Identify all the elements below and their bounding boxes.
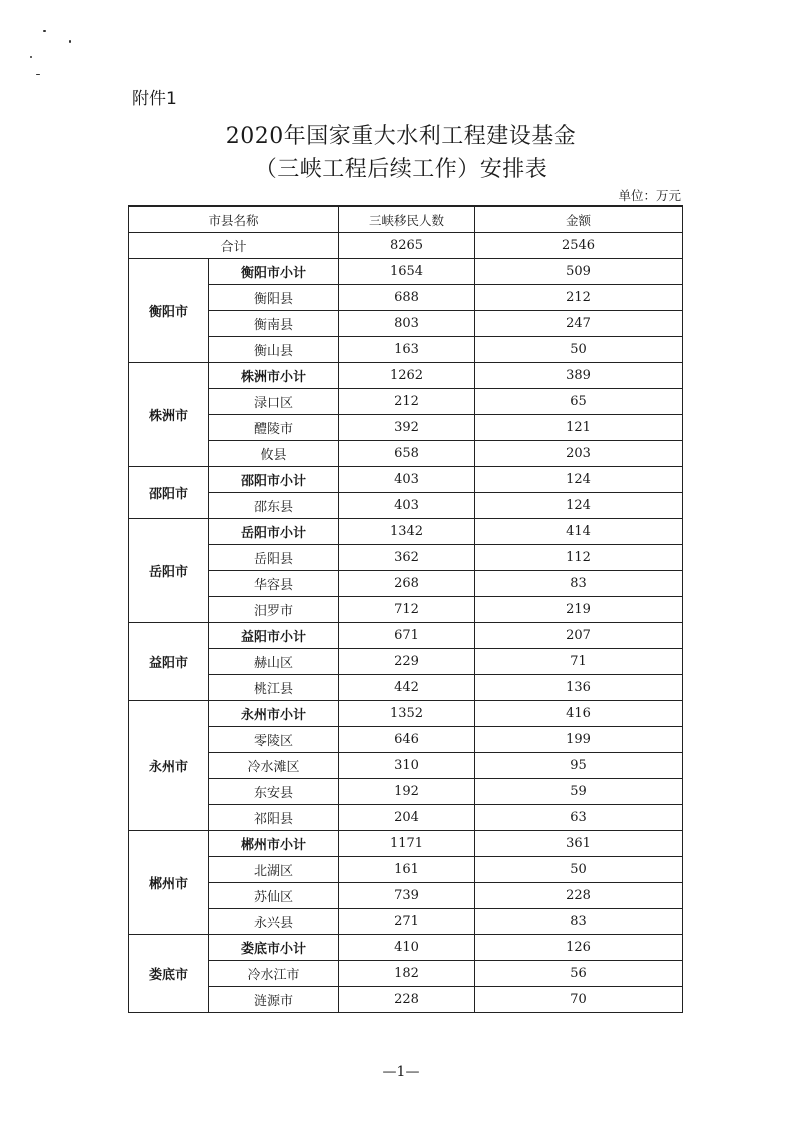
attachment-label: 附件1 bbox=[132, 89, 177, 109]
county-name-cell: 华容县 bbox=[209, 571, 339, 597]
amount-cell: 121 bbox=[475, 415, 683, 441]
county-name-cell: 北湖区 bbox=[209, 857, 339, 883]
county-name-cell: 零陵区 bbox=[209, 727, 339, 753]
subtotal-name-cell: 邵阳市小计 bbox=[209, 467, 339, 493]
city-cell: 永州市 bbox=[129, 701, 209, 831]
amount-cell: 361 bbox=[475, 831, 683, 857]
subtotal-name-cell: 衡阳市小计 bbox=[209, 259, 339, 285]
amount-cell: 124 bbox=[475, 467, 683, 493]
amount-cell: 207 bbox=[475, 623, 683, 649]
amount-cell: 50 bbox=[475, 857, 683, 883]
county-name-cell: 攸县 bbox=[209, 441, 339, 467]
table-row bbox=[129, 623, 683, 649]
amount-cell: 203 bbox=[475, 441, 683, 467]
county-name-cell: 苏仙区 bbox=[209, 883, 339, 909]
total-amount: 2546 bbox=[475, 233, 683, 259]
city-cell: 邵阳市 bbox=[129, 467, 209, 519]
people-cell: 192 bbox=[339, 779, 475, 805]
people-cell: 163 bbox=[339, 337, 475, 363]
total-people: 8265 bbox=[339, 233, 475, 259]
table-row bbox=[129, 311, 683, 337]
people-cell: 229 bbox=[339, 649, 475, 675]
county-name-cell: 祁阳县 bbox=[209, 805, 339, 831]
scan-speck bbox=[43, 30, 46, 32]
table-row bbox=[129, 675, 683, 701]
table-row bbox=[129, 285, 683, 311]
people-cell: 228 bbox=[339, 987, 475, 1013]
amount-cell: 212 bbox=[475, 285, 683, 311]
amount-cell: 126 bbox=[475, 935, 683, 961]
people-cell: 271 bbox=[339, 909, 475, 935]
table-row bbox=[129, 493, 683, 519]
amount-cell: 59 bbox=[475, 779, 683, 805]
table-row bbox=[129, 831, 683, 857]
amount-cell: 199 bbox=[475, 727, 683, 753]
subtotal-name-cell: 娄底市小计 bbox=[209, 935, 339, 961]
county-name-cell: 衡南县 bbox=[209, 311, 339, 337]
amount-cell: 56 bbox=[475, 961, 683, 987]
people-cell: 1352 bbox=[339, 701, 475, 727]
table-row bbox=[129, 805, 683, 831]
table-row bbox=[129, 727, 683, 753]
city-cell: 益阳市 bbox=[129, 623, 209, 701]
table-row bbox=[129, 337, 683, 363]
county-name-cell: 赫山区 bbox=[209, 649, 339, 675]
subtotal-name-cell: 岳阳市小计 bbox=[209, 519, 339, 545]
page-number: —1— bbox=[382, 1064, 420, 1080]
people-cell: 712 bbox=[339, 597, 475, 623]
people-cell: 212 bbox=[339, 389, 475, 415]
header-amount: 金额 bbox=[475, 206, 683, 233]
county-name-cell: 冷水江市 bbox=[209, 961, 339, 987]
amount-cell: 83 bbox=[475, 909, 683, 935]
people-cell: 161 bbox=[339, 857, 475, 883]
people-cell: 671 bbox=[339, 623, 475, 649]
allocation-table-body bbox=[129, 206, 683, 1013]
amount-cell: 389 bbox=[475, 363, 683, 389]
county-name-cell: 衡阳县 bbox=[209, 285, 339, 311]
amount-cell: 50 bbox=[475, 337, 683, 363]
people-cell: 442 bbox=[339, 675, 475, 701]
city-cell: 衡阳市 bbox=[129, 259, 209, 363]
people-cell: 310 bbox=[339, 753, 475, 779]
table-row bbox=[129, 961, 683, 987]
people-cell: 403 bbox=[339, 467, 475, 493]
table-row bbox=[129, 259, 683, 285]
document-title: 2020年国家重大水利工程建设基金 bbox=[225, 124, 577, 149]
table-row bbox=[129, 883, 683, 909]
people-cell: 646 bbox=[339, 727, 475, 753]
table-row bbox=[129, 909, 683, 935]
amount-cell: 247 bbox=[475, 311, 683, 337]
table-row bbox=[129, 363, 683, 389]
county-name-cell: 东安县 bbox=[209, 779, 339, 805]
county-name-cell: 冷水滩区 bbox=[209, 753, 339, 779]
people-cell: 362 bbox=[339, 545, 475, 571]
amount-cell: 136 bbox=[475, 675, 683, 701]
total-label: 合计 bbox=[129, 233, 339, 259]
people-cell: 1342 bbox=[339, 519, 475, 545]
people-cell: 688 bbox=[339, 285, 475, 311]
subtotal-name-cell: 永州市小计 bbox=[209, 701, 339, 727]
county-name-cell: 永兴县 bbox=[209, 909, 339, 935]
county-name-cell: 邵东县 bbox=[209, 493, 339, 519]
scan-speck bbox=[69, 40, 71, 43]
table-row bbox=[129, 597, 683, 623]
people-cell: 392 bbox=[339, 415, 475, 441]
subtotal-name-cell: 株洲市小计 bbox=[209, 363, 339, 389]
county-name-cell: 醴陵市 bbox=[209, 415, 339, 441]
county-name-cell: 桃江县 bbox=[209, 675, 339, 701]
table-row bbox=[129, 545, 683, 571]
amount-cell: 219 bbox=[475, 597, 683, 623]
table-row bbox=[129, 987, 683, 1013]
table-row bbox=[129, 753, 683, 779]
amount-cell: 95 bbox=[475, 753, 683, 779]
table-row bbox=[129, 415, 683, 441]
scan-speck bbox=[36, 74, 40, 75]
county-name-cell: 汨罗市 bbox=[209, 597, 339, 623]
people-cell: 1171 bbox=[339, 831, 475, 857]
amount-cell: 63 bbox=[475, 805, 683, 831]
people-cell: 803 bbox=[339, 311, 475, 337]
table-row bbox=[129, 649, 683, 675]
table-header-row bbox=[129, 206, 683, 233]
amount-cell: 124 bbox=[475, 493, 683, 519]
header-region: 市县名称 bbox=[129, 206, 339, 233]
people-cell: 658 bbox=[339, 441, 475, 467]
amount-cell: 83 bbox=[475, 571, 683, 597]
amount-cell: 112 bbox=[475, 545, 683, 571]
people-cell: 739 bbox=[339, 883, 475, 909]
people-cell: 268 bbox=[339, 571, 475, 597]
county-name-cell: 渌口区 bbox=[209, 389, 339, 415]
unit-label: 单位：万元 bbox=[618, 188, 681, 203]
city-cell: 娄底市 bbox=[129, 935, 209, 1013]
county-name-cell: 衡山县 bbox=[209, 337, 339, 363]
table-row bbox=[129, 441, 683, 467]
amount-cell: 416 bbox=[475, 701, 683, 727]
people-cell: 410 bbox=[339, 935, 475, 961]
people-cell: 182 bbox=[339, 961, 475, 987]
table-row bbox=[129, 779, 683, 805]
people-cell: 1262 bbox=[339, 363, 475, 389]
table-row bbox=[129, 519, 683, 545]
table-row bbox=[129, 389, 683, 415]
amount-cell: 228 bbox=[475, 883, 683, 909]
city-cell: 郴州市 bbox=[129, 831, 209, 935]
people-cell: 204 bbox=[339, 805, 475, 831]
scan-speck bbox=[30, 56, 32, 58]
amount-cell: 70 bbox=[475, 987, 683, 1013]
county-name-cell: 涟源市 bbox=[209, 987, 339, 1013]
table-row bbox=[129, 701, 683, 727]
document-subtitle: （三峡工程后续工作）安排表 bbox=[254, 157, 548, 182]
table-row bbox=[129, 467, 683, 493]
table-row bbox=[129, 571, 683, 597]
people-cell: 1654 bbox=[339, 259, 475, 285]
total-row bbox=[129, 233, 683, 259]
amount-cell: 414 bbox=[475, 519, 683, 545]
table-row bbox=[129, 857, 683, 883]
city-cell: 株洲市 bbox=[129, 363, 209, 467]
city-cell: 岳阳市 bbox=[129, 519, 209, 623]
people-cell: 403 bbox=[339, 493, 475, 519]
amount-cell: 509 bbox=[475, 259, 683, 285]
allocation-table bbox=[128, 205, 683, 1013]
header-people: 三峡移民人数 bbox=[339, 206, 475, 233]
amount-cell: 71 bbox=[475, 649, 683, 675]
amount-cell: 65 bbox=[475, 389, 683, 415]
subtotal-name-cell: 郴州市小计 bbox=[209, 831, 339, 857]
subtotal-name-cell: 益阳市小计 bbox=[209, 623, 339, 649]
county-name-cell: 岳阳县 bbox=[209, 545, 339, 571]
table-row bbox=[129, 935, 683, 961]
